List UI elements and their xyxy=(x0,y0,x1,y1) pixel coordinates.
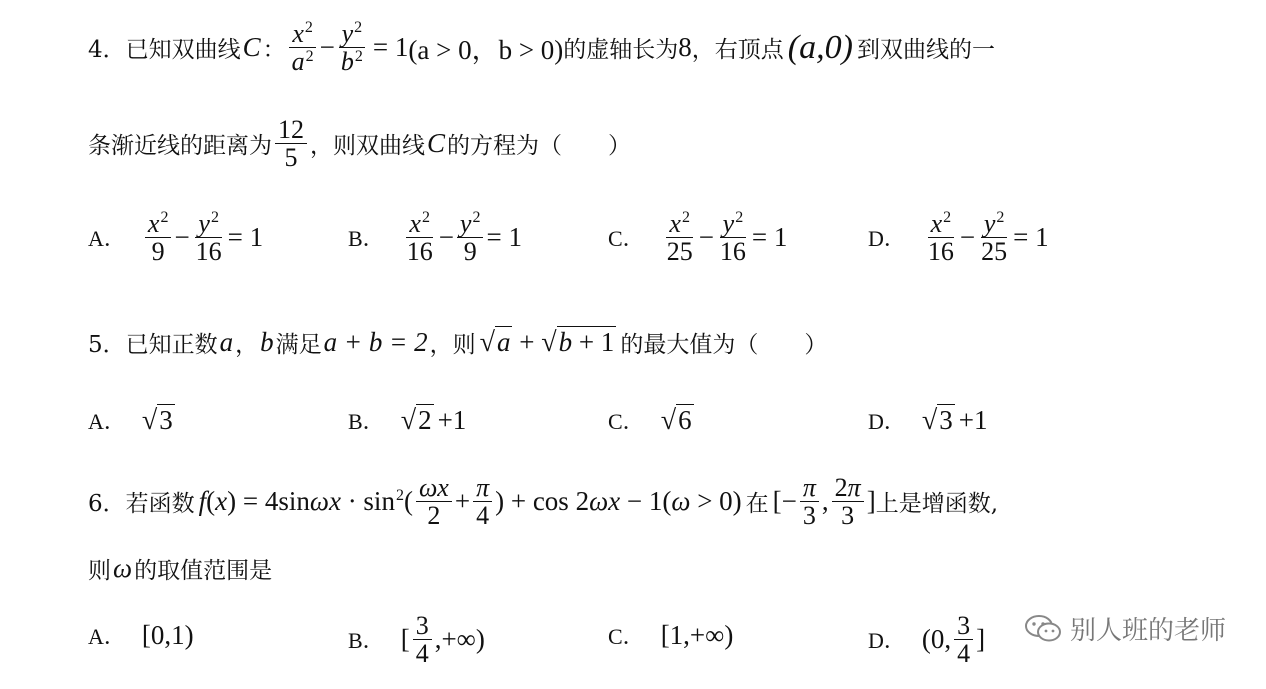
q4-text-a: 已知双曲线 xyxy=(125,37,241,64)
q6-number: 6． xyxy=(88,491,126,518)
q6-line2-b: 的取值范围是 xyxy=(134,558,273,584)
q6-line1: 6． 若函数 $f(x) = 4\sin\omega x \cdot \sin^2$( $\frac{\omega x}{2}$ + $\frac{\pi}{4}$ ) + cos 2ωx − 1(ω > 0) 在 [− $\frac{\pi}{3}$ , $\frac{2\pi}{3}$ ] 上是增函数, xyxy=(88,473,998,531)
q5-expression: √a + √b + 1 xyxy=(479,327,615,358)
q6-line2 xyxy=(88,552,272,585)
q4-colon: ： xyxy=(262,37,286,64)
q5-text-c: ，则 xyxy=(429,332,476,358)
q4-frac-x: $\frac{x^2}{a^2}$ xyxy=(289,20,317,76)
q5-line1 xyxy=(88,326,827,359)
q4-line2 xyxy=(88,116,631,172)
q6-function: $f(x) = 4\sin\omega x \cdot \sin^2$( xyxy=(198,486,413,517)
q4-condition: (a > 0，b > 0) xyxy=(408,35,564,66)
q4-option-b[interactable]: B． $\frac{x^2}{16}$ − $\frac{y^2}{9}$ = 1 xyxy=(348,209,522,267)
q4-line2-d: 的方程为（ ） xyxy=(447,133,632,160)
q5-b: b xyxy=(260,327,274,357)
q4-option-c[interactable]: C． $\frac{x^2}{25}$ − $\frac{y^2}{16}$ = 1 xyxy=(608,209,788,267)
q4-number: 4． xyxy=(88,37,126,64)
q4-line2-a: 条渐近线的距离为 xyxy=(88,133,272,160)
q4-line2-c: C xyxy=(427,128,446,159)
q5-option-d[interactable]: D． √3 +1 xyxy=(868,405,988,436)
q6-option-a[interactable]: A． [0,1) xyxy=(88,620,194,650)
q4-frac-y: $\frac{y^2}{b^2}$ xyxy=(338,20,366,76)
q5-text-a: 已知正数 xyxy=(125,332,218,358)
q4-text-d: 到双曲线的一 xyxy=(856,37,995,64)
q6-text-a: 若函数 xyxy=(125,491,195,518)
q4-line2-b: ，则双曲线 xyxy=(310,133,425,160)
q4-distance-fraction: $\frac{12}{5}$ xyxy=(275,116,307,172)
q4-eight: 8 xyxy=(678,32,692,63)
q6-option-d[interactable]: D． (0, $\frac{3}{4}$ ] xyxy=(868,611,986,669)
q5-option-b[interactable]: B． √2 +1 xyxy=(348,405,467,436)
q6-line2-a: 则 xyxy=(88,558,111,584)
q4-line1: 4． 已知双曲线 C ： $\frac{x^2}{a^2}$ − $\frac{y^2}{b^2}$ = 1 (a > 0，b > 0) 的虚轴长为 8 ，右顶点 (a,0) 到双曲线的一 xyxy=(88,19,995,77)
q6-text-c: 上是增函数, xyxy=(875,491,998,518)
q5-text-d: 的最大值为（ ） xyxy=(620,332,828,358)
q4-text-c: ，右顶点 xyxy=(691,37,784,64)
watermark-text: 别人班的老师 xyxy=(1069,616,1226,646)
q5-option-c[interactable]: C． √6 xyxy=(608,405,692,436)
q6-omega: ω xyxy=(113,553,133,583)
q5-text-b: 满足 xyxy=(275,332,322,358)
q5-condition: a + b = 2 xyxy=(323,327,428,357)
q6-option-b[interactable]: B． [ $\frac{3}{4}$ ,+∞) xyxy=(348,611,485,669)
watermark xyxy=(1024,610,1226,647)
wechat-icon xyxy=(1024,614,1062,644)
q4-var-c: C xyxy=(242,32,261,63)
q4-option-a[interactable]: A． $\frac{x^2}{9}$ − $\frac{y^2}{16}$ = 1 xyxy=(88,209,264,267)
q4-option-d[interactable]: D． $\frac{x^2}{16}$ − $\frac{y^2}{25}$ = 1 xyxy=(868,209,1049,267)
q6-text-b: 在 xyxy=(745,491,769,518)
q5-comma: ， xyxy=(235,332,259,358)
q5-option-a[interactable]: A． √3 xyxy=(88,405,173,436)
q4-text-b: 的虚轴长为 xyxy=(563,37,679,64)
q5-number: 5． xyxy=(88,332,126,358)
q5-a: a xyxy=(219,327,234,357)
q4-vertex: (a,0) xyxy=(787,28,853,66)
q6-option-c[interactable]: C． [1,+∞) xyxy=(608,620,734,650)
